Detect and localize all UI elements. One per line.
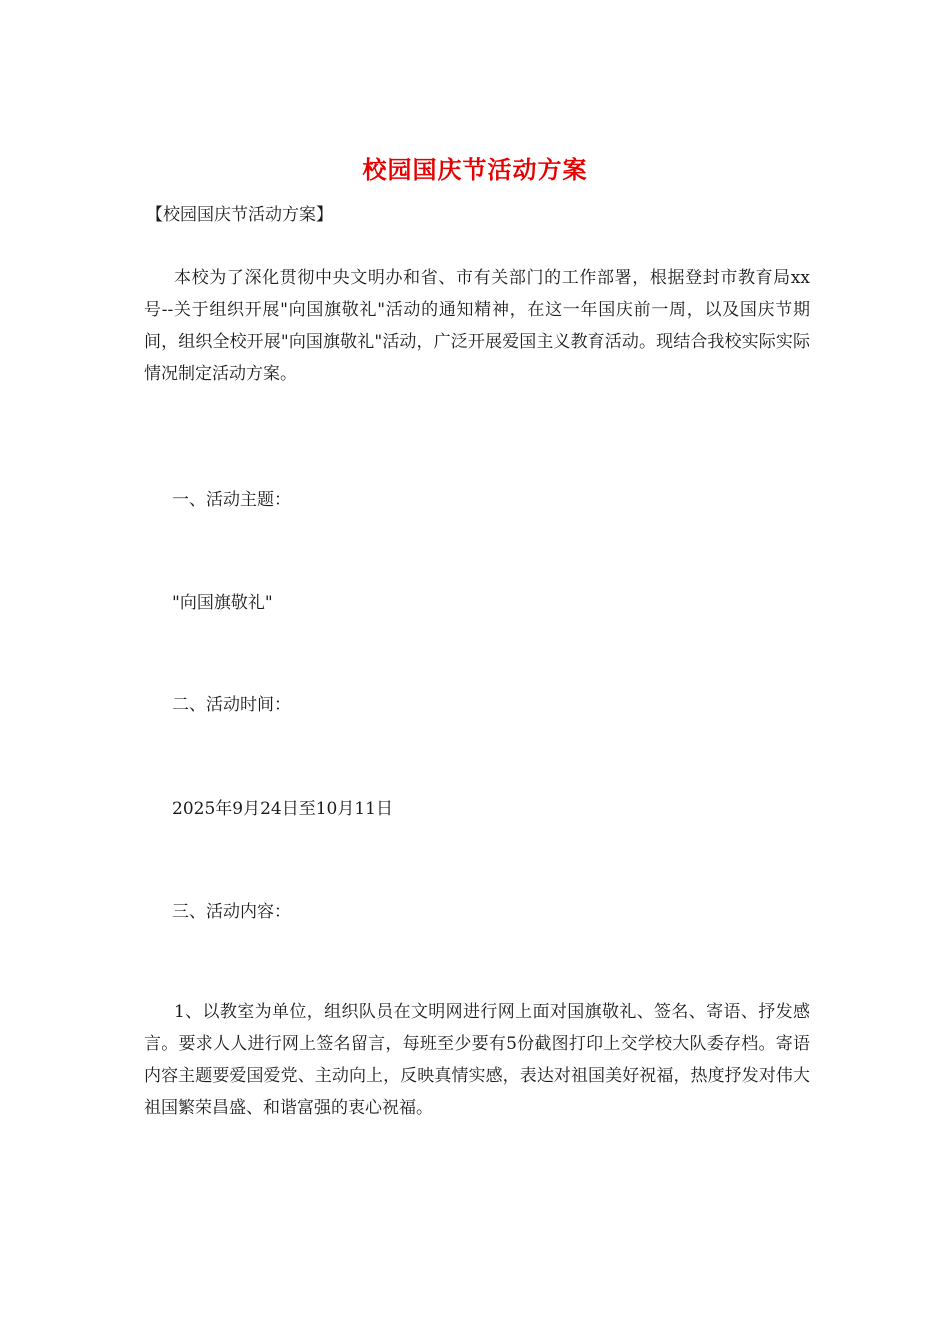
document-subtitle: 【校园国庆节活动方案】 — [146, 205, 333, 225]
intro-paragraph: 本校为了深化贯彻中央文明办和省、市有关部门的工作部署，根据登封市教育局xx号--关于组织开展"向国旗敬礼"活动的通知精神，在这一年国庆前一周，以及国庆节期间，组织全校开展"向国旗敬礼"活动，广泛开展爱国主义教育活动。现结合我校实际实际情况制定活动方案。 — [144, 268, 810, 384]
section2-heading: 二、活动时间： — [172, 695, 291, 715]
section3-item1-paragraph: 1、以教室为单位，组织队员在文明网进行网上面对国旗敬礼、签名、寄语、抒发感言。要求人人进行网上签名留言，每班至少要有5份截图打印上交学校大队委存档。寄语内容主题要爱国爱党、主动向上，反映真情实感，表达对祖国美好祝福，热度抒发对伟大祖国繁荣昌盛、和谐富强的衷心祝福。 — [144, 1002, 810, 1118]
section1-body: "向国旗敬礼" — [172, 593, 273, 613]
section1-heading: 一、活动主题： — [172, 490, 291, 510]
section3-heading: 三、活动内容： — [172, 902, 291, 922]
section2-body: 2025年9月24日至10月11日 — [172, 799, 393, 819]
document-title: 校园国庆节活动方案 — [362, 155, 588, 184]
